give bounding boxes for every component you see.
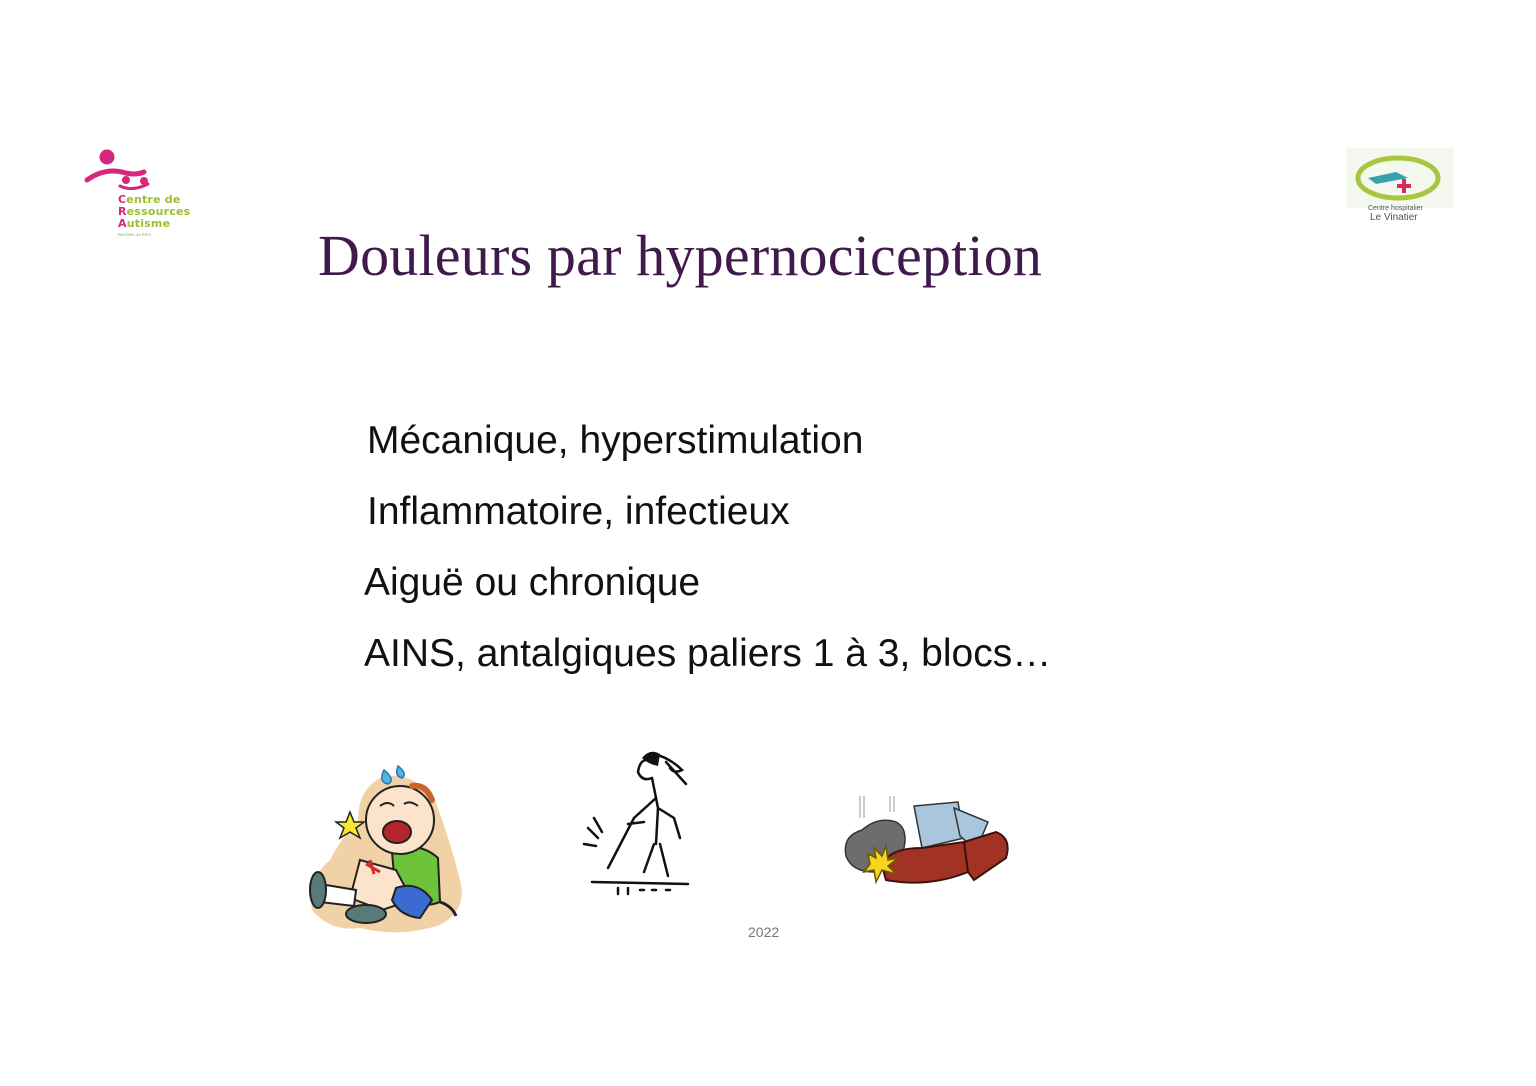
footer-year: 2022 (748, 924, 780, 940)
slide-title: Douleurs par hypernociception (318, 223, 1043, 288)
bullet-item: Aiguë ou chronique (364, 561, 701, 604)
cra-logo (82, 148, 212, 243)
bullet-item: Mécanique, hyperstimulation (367, 419, 864, 462)
bullet-item: AINS, antalgiques paliers 1 à 3, blocs… (364, 632, 1052, 675)
cra-figures-icon (82, 148, 162, 193)
vinatier-logo (1346, 148, 1454, 230)
cra-logo-region: RHÔNE-ALPES (118, 232, 152, 237)
vinatier-caption-small: Centre hospitalier (1368, 205, 1423, 212)
cra-logo-text: Centre de Ressources Autisme (118, 193, 191, 230)
bullet-list (364, 414, 1051, 698)
bullet-item: Inflammatoire, infectieux (367, 490, 790, 533)
foot-stubbing-rock-icon (838, 792, 1014, 894)
vinatier-emblem-icon (1346, 148, 1454, 208)
person-hammering-icon (578, 748, 698, 898)
vinatier-caption-name: Le Vinatier (1370, 212, 1418, 223)
crying-child-injured-knee-icon (300, 760, 470, 935)
